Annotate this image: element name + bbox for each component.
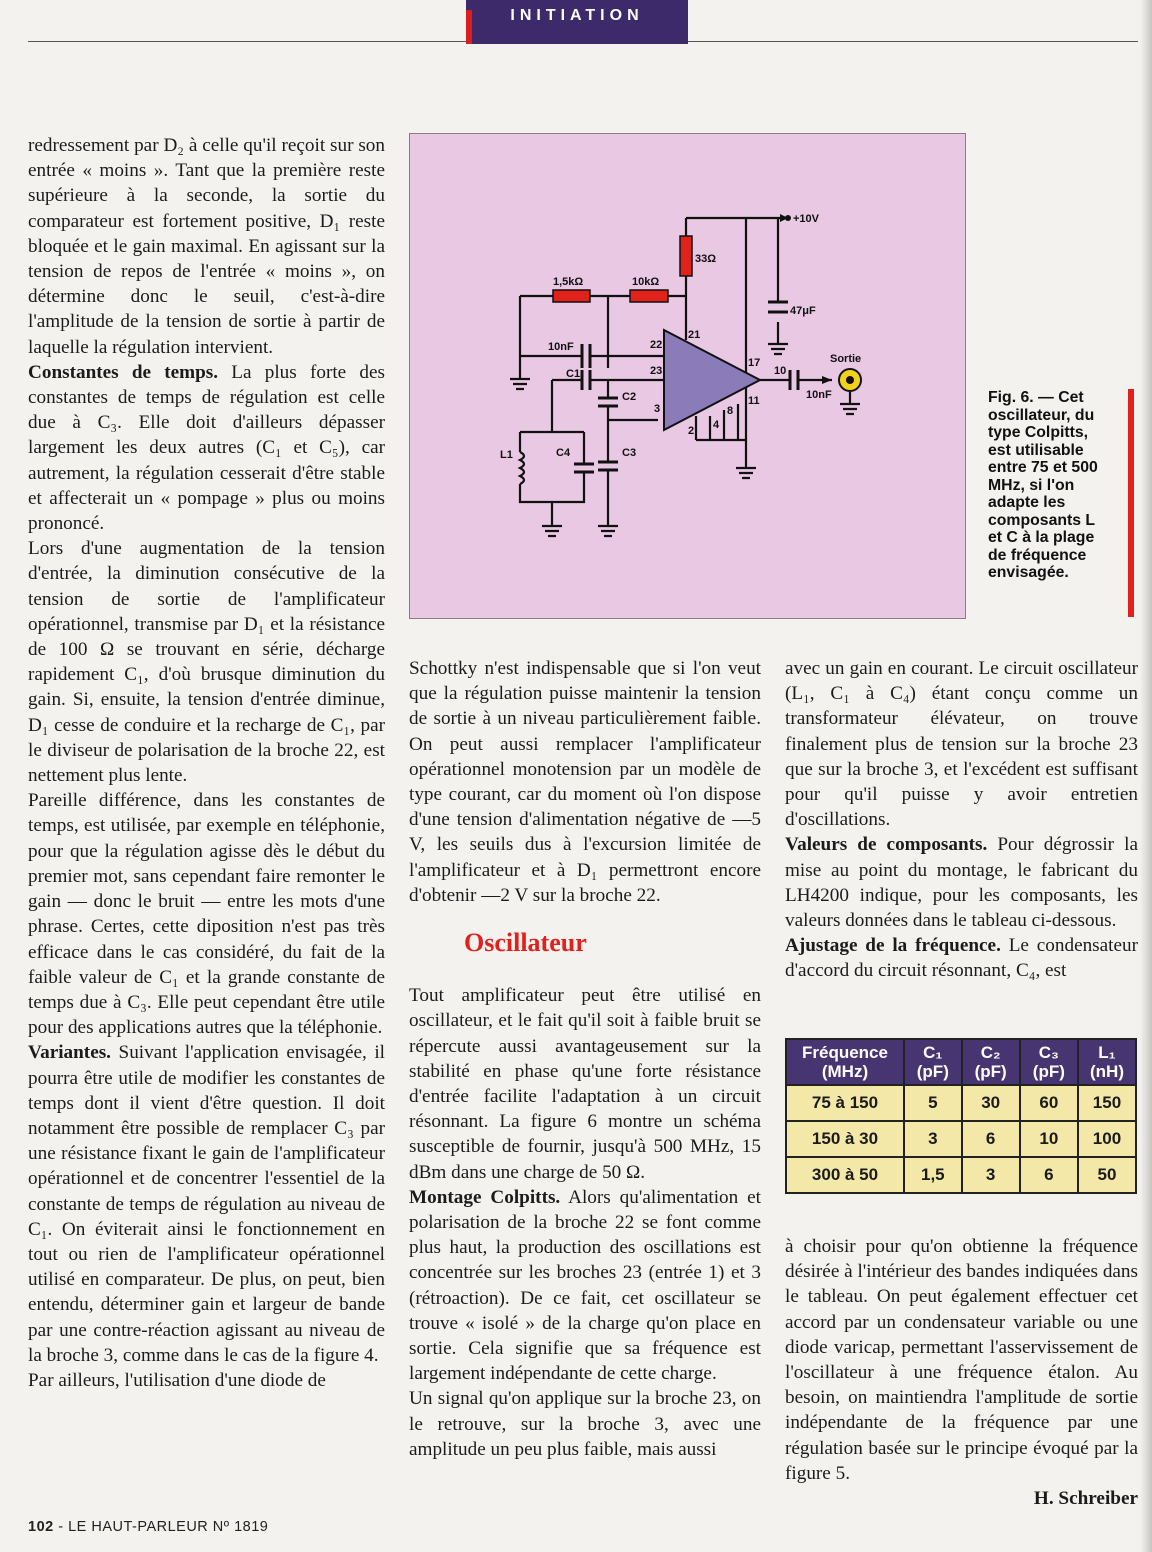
paragraph: [28, 360, 385, 536]
label-c-10n-a: 10nF: [548, 341, 574, 353]
paragraph: Un signal qu'on applique sur la broche 23, on le retrouve, sur la broche 3, avec une amplitude un peu plus faible, mais aussi: [409, 1388, 761, 1460]
figure-caption: Fig. 6. — Cet oscillateur, du type Colpitts, est utilisable entre 75 et 500 MHz, si l'on adapte les composants L et C à la plage de fréquence envisagée.: [988, 389, 1098, 581]
section-heading: Oscillateur: [464, 928, 587, 958]
label-r-10k: 10kΩ: [632, 276, 660, 288]
table-row: [786, 1121, 1136, 1157]
paragraph: Pareille différence, dans les constantes de temps, est utilisée, par exemple en téléphonie, pour que la régulation agisse dès le début du premier mot, sans cependant faire remonter le gain — donc le bruit — entre les mots d'une phrase. Certes, cette diposition n'est pas très efficace dans le cas considéré, du fait de la faible valeur de C₁ et la grande constante de temps due à C₃. Elle peut cependant être utile pour des applications autres que la téléphonie.: [28, 790, 385, 1039]
colpitts-schematic: [410, 134, 965, 618]
table-cell: 300 à 50: [786, 1157, 904, 1193]
label-r-1k5: 1,5kΩ: [553, 276, 584, 288]
figure-6-schematic: [409, 133, 966, 619]
paragraph-heading: Montage Colpitts.: [409, 1186, 561, 1208]
column-3-bottom: [785, 1234, 1138, 1511]
paragraph-text: La plus forte des constantes de temps de régulation est celle due à C₃. Elle doit d'ailleurs dépasser largement les deux autres (C₁ et C₅), car autrement, la régulation cesserait d'être stable et affecterait un « pompage » plus ou moins prononcé.: [28, 361, 385, 535]
table-header: Fréquence (MHz): [786, 1039, 904, 1085]
table-cell: 150: [1078, 1085, 1136, 1121]
paragraph: [409, 1185, 761, 1387]
table-cell: 75 à 150: [786, 1085, 904, 1121]
paragraph-heading: Constantes de temps.: [28, 361, 219, 383]
paragraph: avec un gain en courant. Le circuit oscillateur (L₁, C₁ à C₄) étant conçu comme un transformateur élévateur, on trouve finalement plus de tension sur la broche 23 que sur la broche 3, et l'excédent est suffisant pour qu'il puisse y avoir entretien d'oscillations.: [785, 658, 1138, 831]
label-pin-21: 21: [688, 329, 701, 341]
page-footer: [28, 1519, 268, 1535]
column-3-top: [785, 656, 1138, 984]
label-sortie: Sortie: [830, 353, 862, 365]
table-cell: 60: [1020, 1085, 1078, 1121]
label-c2: C2: [622, 391, 637, 403]
paragraph-text: Alors qu'alimentation et polarisation de la broche 22 se font comme plus haut, la production des oscillations est concentrée sur les broches 23 (entrée 1) et 3 (rétroaction). De ce fait, cet oscillateur se trouve « isolé » de la charge qu'on place en sortie. Cela signifie que sa fréquence est largement indépendante de cette charge.: [409, 1186, 762, 1385]
column-1: [28, 133, 385, 1393]
paragraph: [28, 1040, 385, 1368]
paragraph-text: Le condensateur d'accord du circuit résonnant, C₄, est: [785, 935, 1138, 982]
label-c4: C4: [556, 447, 571, 459]
paragraph: Schottky n'est indispensable que si l'on veut que la régulation puisse maintenir la tension de sortie à un niveau particulièrement faible. On peut aussi remplacer l'amplificateur opérationnel monotension par un modèle de type courant, car du moment où l'on dispose d'une tension d'alimentation négative de —5 V, les seuils dus à l'excursion limitée de l'amplificateur et à D₁ permettront encore d'obtenir —2 V sur la broche 22.: [409, 658, 761, 906]
table-cell: 5: [904, 1085, 962, 1121]
label-c3: C3: [622, 447, 637, 459]
caption-accent-bar: [1128, 389, 1134, 617]
table-header: C₁ (pF): [904, 1039, 962, 1085]
table-cell: 100: [1078, 1121, 1136, 1157]
paragraph-heading: Valeurs de composants.: [785, 834, 988, 856]
label-pin-17: 17: [748, 357, 761, 369]
page-edge-shadow: [1140, 0, 1152, 1552]
paragraph: à choisir pour qu'on obtienne la fréquence désirée à l'intérieur des bandes indiquées dans le tableau. On peut également effectuer cet accord par un condensateur variable ou une diode varicap, permettant l'asservissement de l'oscillateur à une fréquence étalon. Au besoin, on maintiendra l'amplitude de sortie indépendante de la fréquence par une régulation basée sur le principe évoqué par la figure 5.: [785, 1236, 1138, 1484]
table-cell: 50: [1078, 1157, 1136, 1193]
table-row: [786, 1157, 1136, 1193]
table-cell: 10: [1020, 1121, 1078, 1157]
component-values-table: [785, 1038, 1137, 1194]
paragraph: [785, 832, 1138, 933]
paragraph: [785, 933, 1138, 983]
section-tab: INITIATION: [466, 0, 688, 44]
label-pin-2: 2: [688, 425, 695, 437]
page-number: 102: [28, 1519, 54, 1535]
author: H. Schreiber: [1033, 1488, 1138, 1510]
paragraph-text: Pour dégrossir la mise au point du montage, le fabricant du LH4200 indique, pour les composants, les valeurs données dans le tableau ci-dessous.: [785, 834, 1138, 932]
paragraph-text: Suivant l'application envisagée, il pourra être utile de modifier les constantes de temps dont il vient d'être question. Il doit notamment être possible de remplacer C₃ par une résistance fixant le gain de l'amplificateur opérationnel et de concentrer l'essentiel de la constante de temps de régulation au niveau de C₁. On éviterait ainsi le fonctionnement en tout ou rien de l'amplificateur opérationnel utilisé en comparateur. De plus, on peut, bien entendu, déterminer gain et largeur de bande par une contre-réaction agissant au niveau de la broche 3, comme dans le cas de la figure 4.: [28, 1042, 385, 1366]
table-cell: 6: [962, 1121, 1020, 1157]
table-cell: 6: [1020, 1157, 1078, 1193]
label-pin-8: 8: [727, 405, 734, 417]
paragraph: Tout amplificateur peut être utilisé en oscillateur, et le fait qu'il soit à faible bruit se répercute aussi avantageusement sur la stabilité en phase qu'une forte résistance d'entrée facilite l'adaptation à un circuit résonnant. La figure 6 montre un schéma susceptible de fournir, jusqu'à 500 MHz, 15 dBm dans une charge de 50 Ω.: [409, 985, 761, 1183]
journal-name: - LE HAUT-PARLEUR Nº 1819: [58, 1519, 269, 1535]
section-tab-marker: [466, 10, 472, 44]
label-l1: L1: [500, 449, 513, 461]
column-2: [409, 656, 761, 1462]
table-cell: 30: [962, 1085, 1020, 1121]
label-r-33: 33Ω: [695, 253, 717, 265]
table-header: C₂ (pF): [962, 1039, 1020, 1085]
paragraph-heading: Variantes.: [28, 1042, 111, 1064]
paragraph: redressement par D₂ à celle qu'il reçoit sur son entrée « moins ». Tant que la première reste supérieure à la seconde, la sortie du comparateur est fortement positive, D₁ reste bloquée et le gain maximal. En agissant sur la tension de repos de l'entrée « moins », on détermine donc le seuil, c'est-à-dire l'amplitude de la tension de sortie à partir de laquelle la régulation intervient.: [28, 135, 385, 358]
label-pin-3: 3: [654, 403, 661, 415]
paragraph: Lors d'une augmentation de la tension d'entrée, la diminution consécutive de la tension de sortie de l'amplificateur opérationnel, transmise par D₁ et la résistance de 100 Ω se trouvant en série, décharge rapidement C₁, d'où brusque diminution du gain. Si, ensuite, la tension d'entrée diminue, D₁ cesse de conduire et la recharge de C₁, par le diviseur de polarisation de la broche 22, est nettement plus lente.: [28, 538, 385, 787]
table-header-row: [786, 1039, 1136, 1085]
paragraph: Par ailleurs, l'utilisation d'une diode de: [28, 1369, 326, 1391]
label-pin-11: 11: [748, 395, 760, 407]
label-c-47u: 47μF: [790, 305, 816, 317]
label-c1: C1: [566, 368, 581, 380]
label-vcc: +10V: [793, 213, 819, 225]
table-row: [786, 1085, 1136, 1121]
table-header: L₁ (nH): [1078, 1039, 1136, 1085]
table-cell: 3: [904, 1121, 962, 1157]
label-pin-23: 23: [650, 365, 663, 377]
table-cell: 3: [962, 1157, 1020, 1193]
table-header: C₃ (pF): [1020, 1039, 1078, 1085]
label-pin-22: 22: [650, 339, 663, 351]
paragraph-heading: Ajustage de la fréquence.: [785, 935, 1001, 957]
table-cell: 150 à 30: [786, 1121, 904, 1157]
table-cell: 1,5: [904, 1157, 962, 1193]
label-pin-10: 10: [774, 365, 787, 377]
label-c-10n-b: 10nF: [806, 389, 832, 401]
label-pin-4: 4: [713, 419, 720, 431]
